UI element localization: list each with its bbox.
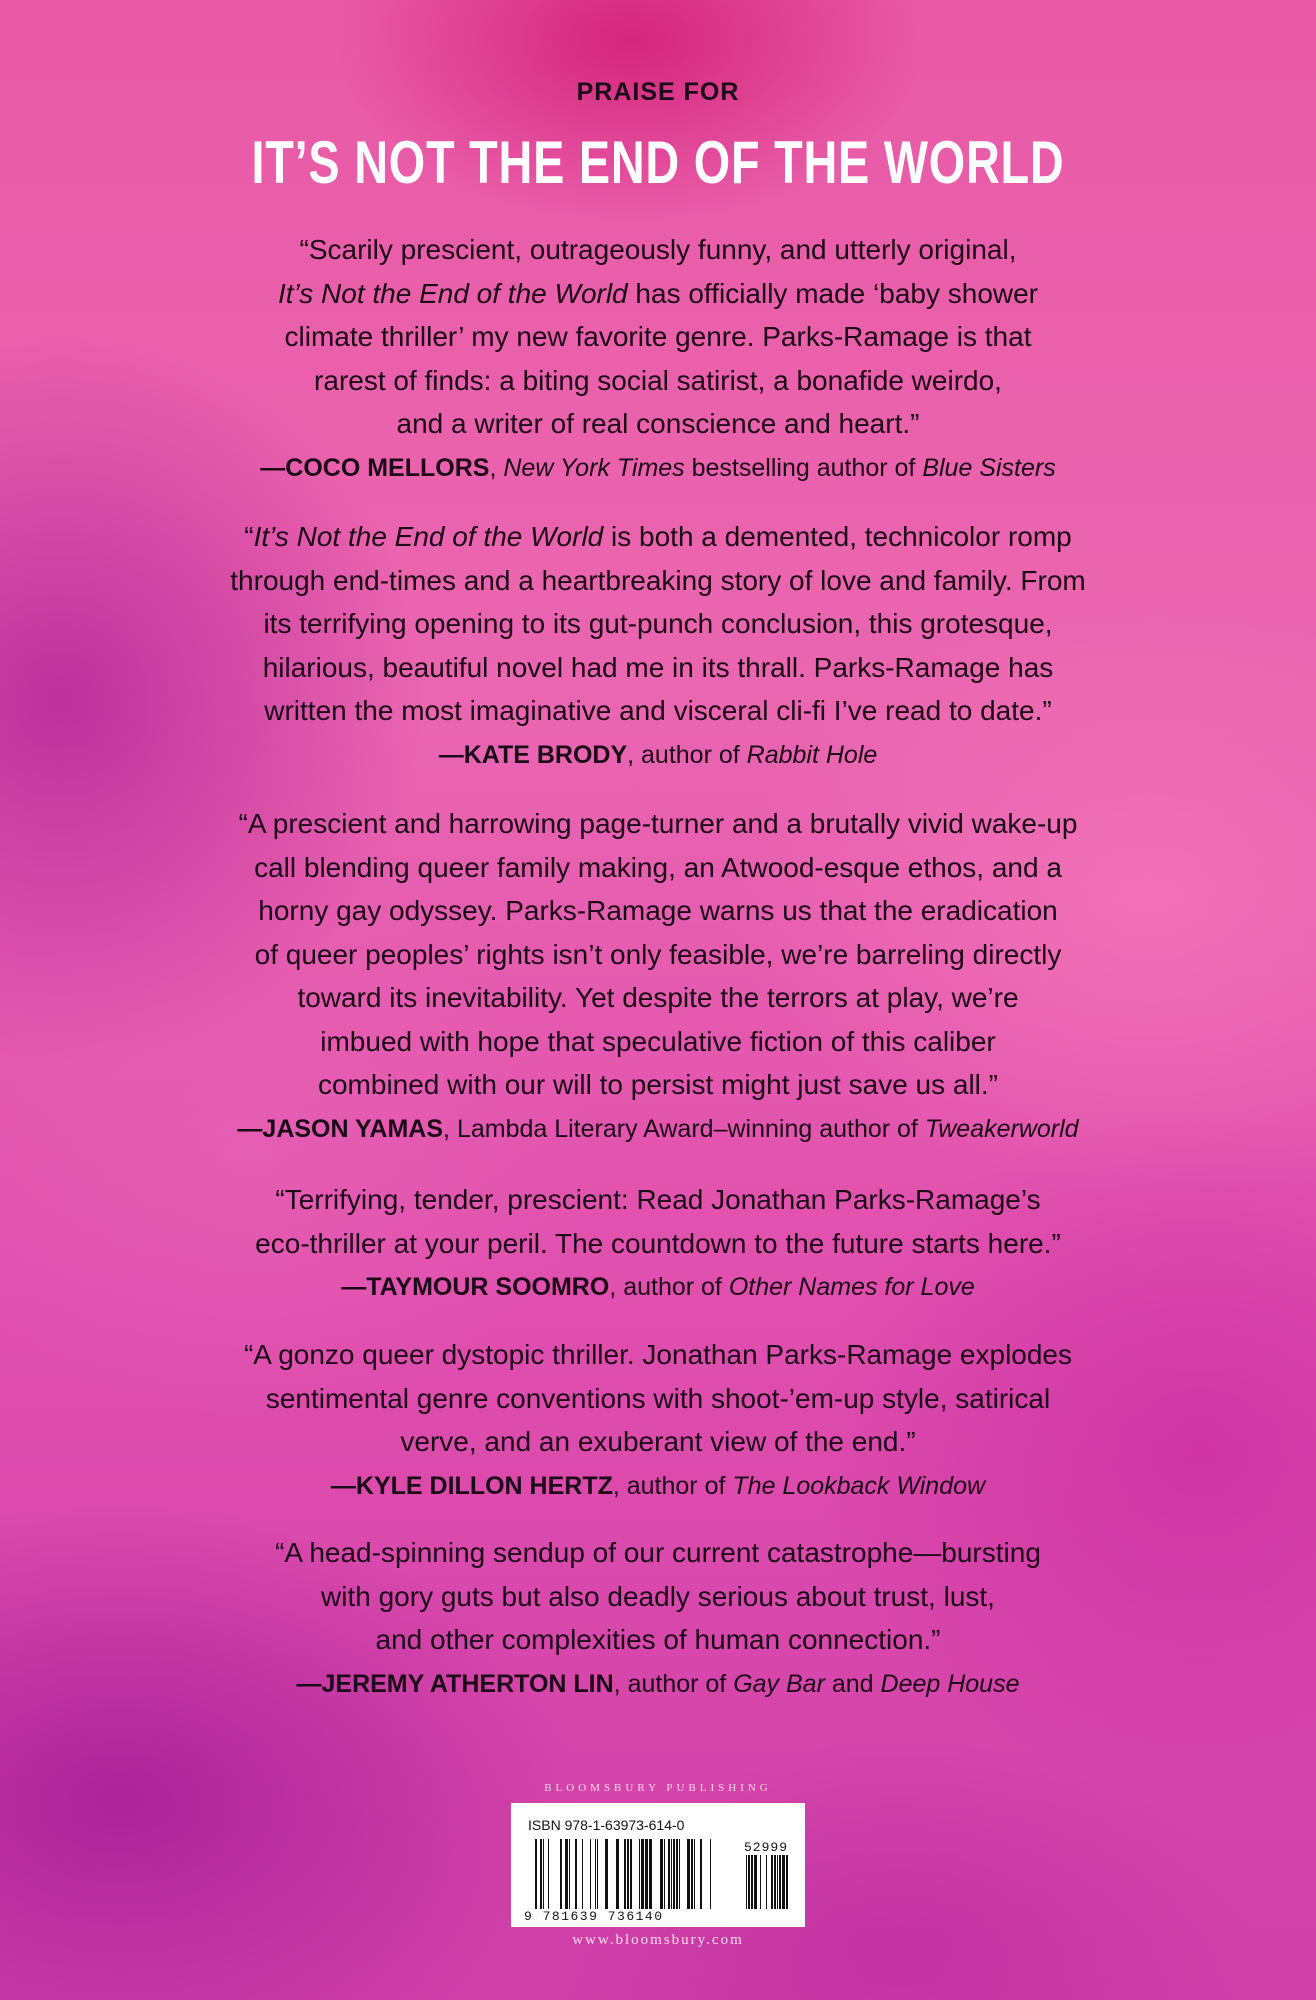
blurb-attribution — [0, 1662, 1316, 1706]
barcode-bar — [624, 1839, 626, 1909]
barcode-bar — [569, 1839, 570, 1909]
blurb-quote — [0, 228, 1316, 446]
quote-line: and other complexities of human connection.” — [375, 1624, 941, 1655]
barcode-bar — [548, 1839, 549, 1909]
barcode-bar — [660, 1839, 663, 1909]
quote-line: and a writer of real conscience and heart.” — [396, 408, 920, 439]
isbn-number: ISBN 978-1-63973-614-0 — [528, 1817, 685, 1833]
barcode-bar — [774, 1855, 776, 1909]
barcode-bar — [771, 1855, 773, 1909]
reviewer-credit: , Lambda Literary Award–winning author of Tweakerworld — [443, 1114, 1079, 1143]
barcode-bar — [766, 1855, 767, 1909]
reviewer-name: —TAYMOUR SOOMRO — [341, 1273, 610, 1301]
barcode-bar — [616, 1839, 619, 1909]
blurb-5 — [0, 1333, 1316, 1508]
barcode-bar — [700, 1839, 702, 1909]
quote-line: “Terrifying, tender, prescient: Read Jonathan Parks-Ramage’s — [275, 1184, 1041, 1215]
praise-for-heading: PRAISE FOR — [576, 78, 740, 106]
blurb-quote — [0, 515, 1316, 733]
quote-line: horny gay odyssey. Parks-Ramage warns us that the eradication — [258, 895, 1058, 926]
barcode-bar — [595, 1839, 596, 1909]
quote-line: combined with our will to persist might just save us all.” — [317, 1069, 999, 1100]
barcode-bar — [782, 1855, 785, 1909]
barcode-bar — [754, 1855, 757, 1909]
quote-line: of queer peoples’ rights isn’t only feasible, we’re barreling directly — [254, 938, 1062, 970]
quote-line: eco-thriller at your peril. The countdown to the future starts here.” — [255, 1227, 1061, 1259]
barcode-bar — [560, 1839, 562, 1909]
quote-line: imbued with hope that speculative fiction of this caliber — [320, 1025, 996, 1057]
quote-line: It’s Not the End of the World has officially made ‘baby shower — [277, 277, 1039, 309]
barcode-bar — [627, 1839, 629, 1909]
quote-line: “Scarily prescient, outrageously funny, and utterly original, — [299, 234, 1017, 265]
blurb-attribution — [0, 446, 1316, 490]
barcode-bar — [676, 1839, 678, 1909]
quote-line: rarest of finds: a biting social satirist, a bonafide weirdo, — [314, 364, 1002, 396]
quote-line: toward its inevitability. Yet despite the terrors at play, we’re — [297, 982, 1019, 1013]
barcode-bar — [687, 1839, 690, 1909]
quote-line: hilarious, beautiful novel had me in its thrall. Parks-Ramage has — [262, 651, 1054, 683]
ean-digits: 9 781639 736140 — [524, 1909, 664, 1924]
barcode-bar — [694, 1839, 695, 1909]
barcode-bar — [691, 1839, 693, 1909]
price-code: 52999 — [744, 1840, 789, 1855]
barcode-bar — [630, 1839, 632, 1909]
barcode-bar — [535, 1839, 537, 1909]
quote-line: through end-times and a heartbreaking story of love and family. From — [230, 564, 1086, 596]
book-title: IT’S NOT THE END OF THE WORLD — [251, 129, 1065, 196]
reviewer-name: —KYLE DILLON HERTZ — [330, 1471, 613, 1500]
blurb-quote — [0, 802, 1316, 1107]
quote-line: call blending queer family making, an Atwood-esque ethos, and a — [254, 851, 1062, 883]
blurb-quote — [0, 1333, 1316, 1464]
barcode-bar — [645, 1839, 648, 1909]
barcode-bar — [751, 1855, 753, 1909]
reviewer-name: —JASON YAMAS — [237, 1114, 444, 1143]
blurb-3 — [0, 802, 1316, 1151]
publisher-name: BLOOMSBURY PUBLISHING — [544, 1782, 772, 1794]
barcode-bar — [786, 1855, 788, 1909]
quote-line: sentimental genre conventions with shoot-’em-up style, satirical — [265, 1382, 1051, 1414]
isbn-barcode — [511, 1803, 805, 1927]
blurb-1 — [0, 228, 1316, 490]
barcode-bar — [673, 1839, 675, 1909]
publisher-website: www.bloomsbury.com — [572, 1932, 744, 1948]
quote-line: its terrifying opening to its gut-punch conclusion, this grotesque, — [263, 608, 1053, 639]
barcode-bar — [779, 1855, 781, 1909]
barcode-bar — [664, 1839, 665, 1909]
barcode-bar — [597, 1839, 598, 1909]
blurb-quote — [0, 1178, 1316, 1265]
barcode-bar — [710, 1839, 711, 1909]
barcode-bar — [746, 1855, 747, 1909]
blurb-attribution — [0, 1107, 1316, 1151]
barcode-bar — [590, 1839, 591, 1909]
quote-line: “A prescient and harrowing page-turner and a brutally vivid wake-up — [238, 808, 1078, 839]
barcode-bar — [582, 1839, 583, 1909]
barcode-bar — [641, 1839, 644, 1909]
barcode-bar — [679, 1839, 680, 1909]
quote-line: “A gonzo queer dystopic thriller. Jonathan Parks-Ramage explodes — [243, 1339, 1073, 1370]
barcode-bar — [649, 1839, 652, 1909]
reviewer-credit: , author of Rabbit Hole — [627, 740, 878, 769]
reviewer-credit: , New York Times bestselling author of Blue Sisters — [489, 453, 1056, 482]
reviewer-name: —KATE BRODY — [438, 740, 628, 769]
blurb-attribution — [0, 1464, 1316, 1508]
barcode-bar — [605, 1839, 608, 1909]
quote-line: “A head-spinning sendup of our current catastrophe—bursting — [275, 1537, 1041, 1568]
barcode-bar — [668, 1839, 670, 1909]
barcode-bar — [565, 1839, 568, 1909]
reviewer-credit: , author of Other Names for Love — [609, 1273, 975, 1301]
quote-line: climate thriller’ my new favorite genre. Parks-Ramage is that — [284, 321, 1032, 352]
reviewer-credit: , author of Gay Bar and Deep House — [613, 1669, 1020, 1698]
blurb-attribution — [0, 1265, 1316, 1309]
quote-line: verve, and an exuberant view of the end.” — [400, 1426, 916, 1457]
quote-line: with gory guts but also deadly serious about trust, lust, — [321, 1580, 995, 1612]
barcode-bar — [671, 1839, 672, 1909]
barcode-bar — [543, 1839, 544, 1909]
blurb-attribution — [0, 733, 1316, 777]
blurb-4 — [0, 1178, 1316, 1309]
reviewer-name: —JEREMY ATHERTON LIN — [296, 1669, 614, 1698]
barcode-bar — [575, 1839, 577, 1909]
blurb-6 — [0, 1531, 1316, 1706]
reviewer-name: —COCO MELLORS — [260, 453, 490, 482]
blurb-quote — [0, 1531, 1316, 1662]
blurb-2 — [0, 515, 1316, 777]
barcode-bar — [540, 1839, 542, 1909]
quote-line: “It’s Not the End of the World is both a demented, technicolor romp — [244, 521, 1072, 552]
barcode-bar — [760, 1855, 761, 1909]
barcode-bar — [777, 1855, 778, 1909]
barcode-bar — [748, 1855, 750, 1909]
reviewer-credit: , author of The Lookback Window — [612, 1471, 986, 1500]
quote-line: written the most imaginative and visceral cli-fi I’ve read to date.” — [264, 695, 1052, 726]
barcode-bar — [639, 1839, 640, 1909]
